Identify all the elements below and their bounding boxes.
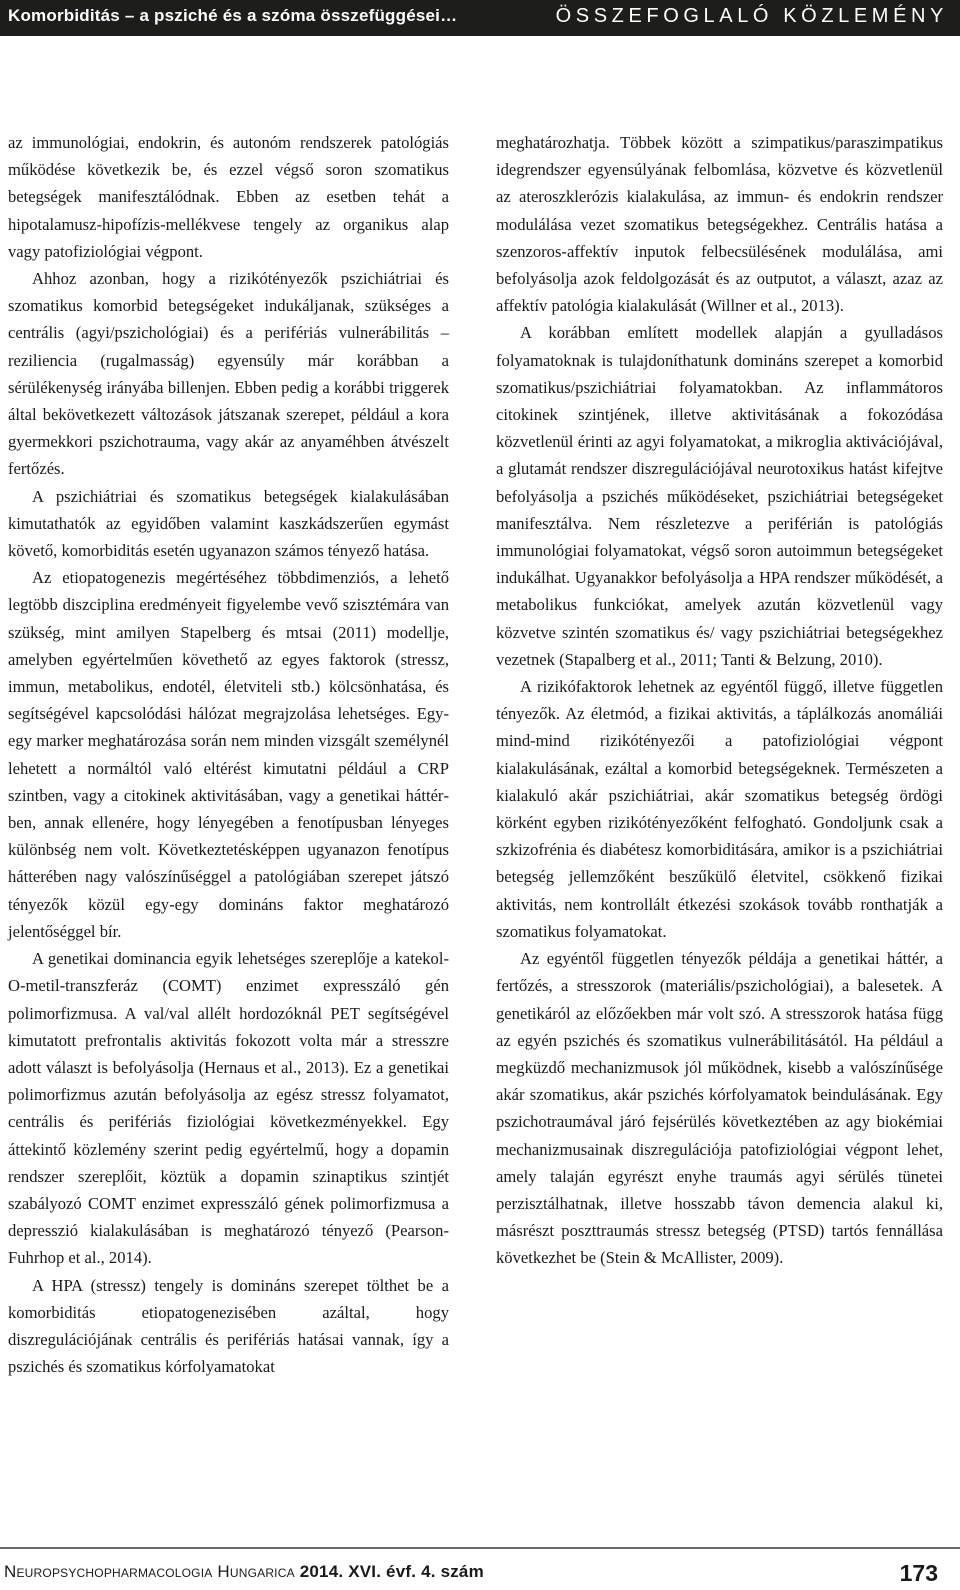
section-label: ÖSSZEFOGLALÓ KÖZLEMÉNY bbox=[555, 5, 948, 27]
paragraph: A genetikai dominancia egyik lehetséges szereplője a katekol-O-metil-transzferáz (COMT) enzimet expresszáló gén polimorfizmusa. A val/val allélt hordozóknál PET segítségével kimutatott prefrontalis aktivitás fokozott volta már a stresszre adott választ is befolyásolja (Hernaus et al., 2013). Ez a genetikai polimorfizmus azután befolyásolja az egész stressz folyamatot, centrális és perifériás fiziológiai következményekkel. Egy áttekintő közlemény szerint pedig egyértelmű, hogy a dopamin rendszer szereplőit, köztük a dopamin szinaptikus szintjét szabályozó COMT enzimet expresszáló gének polimorfizmusa a depresszió kialakulásában is meghatározó tényező (Pearson-Fuhrhop et al., 2014). bbox=[8, 949, 449, 1268]
page-footer bbox=[0, 1538, 960, 1590]
right-column bbox=[496, 129, 943, 1272]
paragraph: meghatározhatja. Többek között a szimpatikus/paraszimpatikus idegrendszer egyensúlyának felbomlása, közvetve és közvetlenül az ateroszklerózis kialakulása, az immun- és endokrin rendszer modulálása vezet szomatikus betegségekhez. Centrális hatása a szenzoros-affektív inputok felbecsülésének modulálása, ami befolyásolja azok feldolgozását és az outputot, a választ, azaz az affektív patológia kialakulását (Willner et al., 2013). bbox=[496, 133, 943, 316]
footer-divider bbox=[0, 1547, 960, 1549]
paragraph: A korábban említett modellek alapján a gyulladásos folyamatoknak is tulajdoníthatunk domináns szerepet a komorbid szomatikus/pszichiátriai folyamatokban. Az inflammátoros citokinek szintjének, illetve aktivitásának a fokozódása közvetlenül érinti az agyi folyamatokat, a mikroglia aktivációjával, a glutamát rendszer diszregulációjával neurotoxikus hatást kifejtve befolyásolja a pszichés működéseket, pszichiátriai betegségeket manifesztálva. Nem részletezve a periférián is patológiás immunológiai folyamatokat, végső soron autoimmun betegségeket indukálhat. Ugyanakkor befolyásolja a HPA rendszer működését, a metabolikus funkciókat, amelyek azután közvetlenül vagy közvetve szintén szomatikus és/ vagy pszichiátriai betegségekhez vezetnek (Stapalberg et al., 2011; Tanti & Belzung, 2010). bbox=[496, 323, 943, 669]
running-header bbox=[0, 0, 960, 36]
paragraph: A rizikófaktorok lehetnek az egyéntől függő, illetve független tényezők. Az életmód, a fizikai aktivitás, a táplálkozás anomáliái mind-mind rizikótényezői a patofiziológiai végpont kialakulásának, ezáltal a komorbid betegségeknek. Természeten a kialakuló akár pszichiátriai, akár szomatikus betegség ördögi körként egyben rizikótényezőként felfogható. Gondoljunk csak a szkizofrénia és diabétesz komorbiditására, amikor is a pszichiátriai betegség jellemzőként beszűkülő életvitel, csökkenő fizikai aktivitás, nem kontrollált étkezési szokások tovább ronthatják a szomatikus folyamatokat. bbox=[496, 677, 943, 941]
paragraph: Az etiopatogenezis megértéséhez többdimenziós, a lehető legtöbb diszciplina eredményeit figyelembe vevő szisztémára van szükség, mint amilyen Stapelberg és mtsai (2011) modellje, amelyben egyértelműen követhető az egyes faktorok (stressz, immun, metabolikus, endotél, életviteli stb.) kölcsönhatása, és segítségével kapcsolódási hálózat megrajzolása lehetséges. Egy-egy marker meghatározása során nem minden vizsgált személynél lehetett a normáltól való eltérést kimutatni például a CRP szintben, vagy a citokinek aktivitásában, vagy a genetikai háttérben, annak ellenére, hogy lényegében a fenotípusban lényeges különbség nem volt. Következtetésképpen ugyanazon fenotípus hátterében nagy valószínűséggel a patológiában szerepet játszó tényezők közül egy-egy domináns faktor meghatározó jelentőséggel bír. bbox=[8, 568, 449, 941]
left-column bbox=[8, 129, 449, 1380]
paragraph: A HPA (stressz) tengely is domináns szerepet tölthet be a komorbiditás etiopatogenezisében azáltal, hogy diszregulációjának centrális és perifériás hatásai vannak, így a pszichés és szomatikus kórfolyamatokat bbox=[8, 1275, 449, 1377]
paragraph: Az egyéntől független tényezők példája a genetikai háttér, a fertőzés, a stresszorok (materiális/pszichológiai), a balesetek. A genetikáról az előzőekben már volt szó. A stresszorok hatása függ az egyén pszichés és szomatikus vulnerábilitásától. Ha például a megküzdő mechanizmusok jól működnek, kisebb a valószínűsége akár szomatikus, akár pszichés kórfolyamatok beindulásának. Egy pszichotraumával járó fejsérülés következtében az agy biokémiai mechanizmusainak diszregulációja patofiziológiai végpont lehet, amely talaján egyrészt enyhe traumás agyi sérülés tünetei perzisztálhatnak, illetve hosszabb távon demencia alakul ki, másrészt poszttraumás stressz betegség (PTSD) tartós fennállása következhet be (Stein & McAllister, 2009). bbox=[496, 949, 943, 1268]
journal-citation bbox=[4, 1562, 484, 1582]
running-title: Komorbiditás – a psziché és a szóma összefüggései… bbox=[8, 6, 458, 25]
paragraph: Ahhoz azonban, hogy a rizikótényezők pszichiátriai és szomatikus komorbid betegségeket indukáljanak, szükséges a centrális (agyi/pszichológiai) és a perifériás vulnerábilitás – reziliencia (rugalmasság) egyensúly már korábban a sérülékenység irányába billenjen. Ebben pedig a korábbi triggerek által bekövetkezett változások játszanak szerepet, például a kora gyermekkori pszichotrauma, vagy akár az anyaméhben átvészelt fertőzés. bbox=[8, 269, 449, 479]
issue-citation: 2014. XVI. évf. 4. szám bbox=[299, 1562, 484, 1581]
journal-name: Neuropsychopharmacologia Hungarica bbox=[4, 1562, 295, 1581]
page-number: 173 bbox=[899, 1560, 938, 1586]
paragraph: az immunológiai, endokrin, és autonóm rendszerek patológiás működése következik be, és ezzel végső soron szomatikus betegségek manifesztálódnak. Ebben az esetben tehát a hipotalamusz-hipofízis-mellékvese tengely az organikus alap vagy patofiziológiai végpont. bbox=[8, 133, 449, 261]
paragraph: A pszichiátriai és szomatikus betegségek kialakulásában kimutathatók az egyidőben valamint kaszkádszerűen egymást követő, komorbiditás esetén ugyanazon számos tényező hatása. bbox=[8, 486, 449, 561]
